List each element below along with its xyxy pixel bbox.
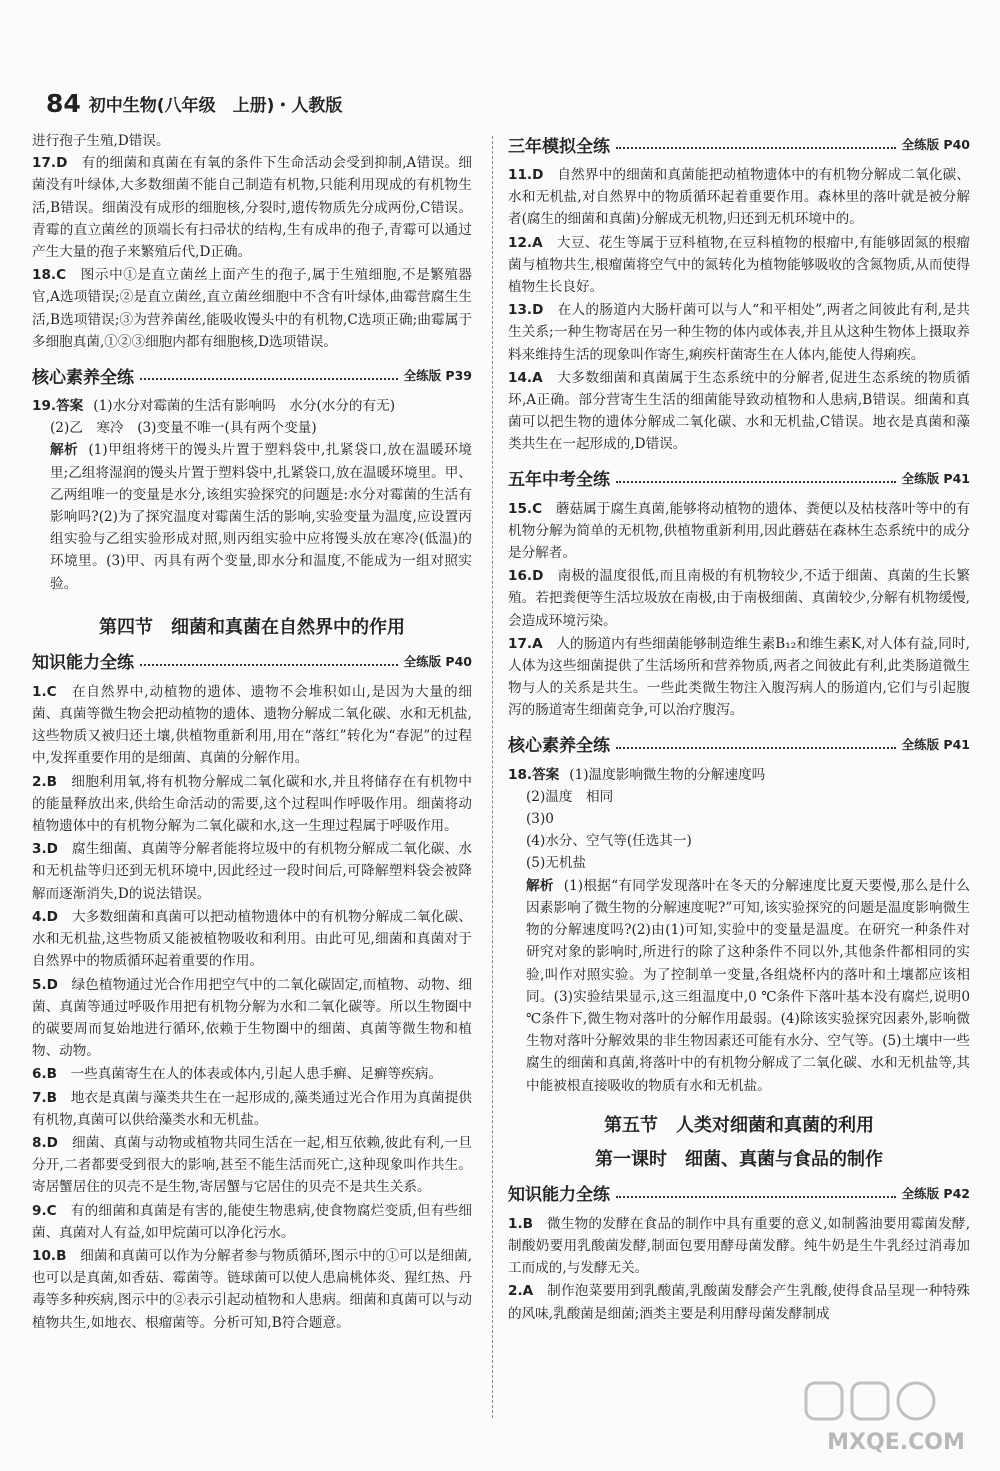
- page-header: [46, 88, 342, 118]
- item-number: 16.D: [508, 568, 544, 585]
- page-number: 84: [46, 88, 81, 118]
- item-text: 有的细菌和真菌在有氧的条件下生命活动会受到抑制,A错误。细菌没有叶绿体,大多数细菌不能自己制造有机物,只能利用现成的有机物生活,B错误。细菌没有成形的细胞核,分裂时,遗传物质先分成两份,C错误。青霉的直立菌丝的顶端长有扫帚状的结构,生有成串的孢子,青霉可以通过产生大量的孢子来繁殖后代,D正确。: [32, 155, 473, 261]
- answer-item: [32, 1132, 472, 1199]
- item-text: 细胞利用氧,将有机物分解成二氧化碳和水,并且将储存在有机物中的能量释放出来,供给生命活动的需要,这个过程叫作呼吸作用。细菌将动植物遗体中的有机物分解为二氧化碳和水,这一生理过程属于呼吸作用。: [32, 773, 473, 835]
- answer-line: (4)水分、空气等(任选其一): [526, 833, 692, 850]
- section-heading: [508, 1179, 970, 1207]
- item-number: 2.A: [508, 1283, 534, 1300]
- answer-item: [32, 264, 472, 353]
- answer-item: [508, 164, 970, 231]
- answer-item: [32, 906, 472, 973]
- item-number: 3.D: [32, 841, 58, 858]
- dotted-leader: [616, 481, 896, 483]
- answer-line: (1)温度影响微生物的分解速度吗: [569, 766, 766, 783]
- section-heading: [508, 130, 970, 158]
- chapter-title: 第五节 人类对细菌和真菌的利用: [604, 1114, 874, 1136]
- item-text: 制作泡菜要用到乳酸菌,乳酸菌发酵会产生乳酸,使得食品呈现一种特殊的风味,乳酸菌是细菌;酒类主要是利用酵母菌发酵制成: [508, 1283, 971, 1322]
- chapter-title: 第四节 细菌和真菌在自然界中的作用: [99, 616, 405, 638]
- explanation-text: (1)甲组将烤干的馒头片置于塑料袋中,扎紧袋口,放在温暖环境里;乙组将湿润的馒头片置于塑料袋中,扎紧袋口,放在温暖环境里。甲、乙两组唯一的变量是水分,该组实验探究的问题是:水分对霉菌的生活有影响吗?(2)为了探究温度对霉菌生活的影响,实验变量为温度,应设置丙组实验与乙组实验形成对照,则丙组实验中应将馒头放在寒冷(低温)的环境里。(3)甲、丙具有两个变量,即水分和温度,不能成为一组对照实验。: [50, 442, 473, 592]
- answer-item: [32, 771, 472, 838]
- section-heading: [508, 730, 970, 758]
- answer-item: [32, 1245, 472, 1334]
- item-number: 19.答案: [32, 398, 84, 415]
- column-divider: [492, 136, 493, 1418]
- item-text: 大多数细菌和真菌属于生态系统中的分解者,促进生态系统的物质循环,A正确。部分营寄生生活的细菌能导致动植物和人患病,B错误。细菌和真菌可以把生物的遗体分解成二氧化碳、水和无机盐,C错误。地衣是真菌和藻类共生在一起形成的,D错误。: [508, 369, 970, 453]
- section-title: 五年中考全练: [508, 470, 610, 491]
- lesson-title: 第一课时 细菌、真菌与食品的制作: [595, 1148, 883, 1170]
- answer-line: (3)0: [526, 811, 554, 828]
- section-version: 全练版 P39: [403, 368, 472, 384]
- item-number: 15.C: [508, 500, 543, 517]
- answer-item: [32, 1087, 472, 1131]
- section-title: 三年模拟全练: [508, 136, 610, 157]
- section-heading: [32, 647, 472, 675]
- item-number: 7.B: [32, 1089, 57, 1106]
- item-text: 地衣是真菌与藻类共生在一起形成的,藻类通过光合作用为真菌提供有机物,真菌可以供给藻类水和无机盐。: [32, 1089, 472, 1128]
- logo-box-1: [806, 1383, 842, 1419]
- answer-line: (2)乙 寒冷 (3)变量不唯一(具有两个变量): [50, 420, 317, 437]
- item-number: 17.A: [508, 635, 543, 652]
- item-text: 微生物的发酵在食品的制作中具有重要的意义,如制酱油要用霉菌发酵,制酸奶要用乳酸菌发酵,制面包要用酵母菌发酵。纯牛奶是生牛乳经过消毒加工而成的,与发酵无关。: [508, 1215, 971, 1277]
- item-number: 10.B: [32, 1247, 67, 1264]
- item-text: 图示中①是直立菌丝上面产生的孢子,属于生殖细胞,不是繁殖器官,A选项错误;②是直立菌丝,直立菌丝细胞中不含有叶绿体,曲霉营腐生生活,B选项错误;③为营养菌丝,能吸收馒头中的有机物,C选项正确;曲霉属于多细胞真菌,①②③细胞内都有细胞核,D选项错误。: [32, 267, 473, 350]
- item-text: 大豆、花生等属于豆科植物,在豆科植物的根瘤中,有能够固氮的根瘤菌与植物共生,根瘤菌将空气中的氮转化为植物能够吸收的含氮物质,从而使得植物生长良好。: [508, 234, 971, 296]
- item-number: 11.D: [508, 167, 544, 183]
- answer-item: [32, 395, 472, 417]
- item-number: 8.D: [32, 1134, 58, 1151]
- explanation-text: (1)根据“有同学发现落叶在冬天的分解速度比夏天要慢,那么是什么因素影响了微生物的分解速度呢?”可知,该实验探究的问题是温度影响微生物的分解速度吗?(2)由(1)可知,实验中的变量是温度。在研究一种条件对研究对象的影响时,所进行的除了这种条件不同以外,其他条件都相同的实验,叫作对照实验。为了控制单一变量,各组烧杯内的落叶和土壤都应该相同。(3)实验结果显示,这三组温度中,0 ℃条件下落叶基本没有腐烂,说明0 ℃条件下,微生物对落叶的分解作用最弱。(4)除该实验探究因素外,影响微生物对落叶分解效果的非生物因素还可能有水分、空气等。(5)土壤中一些腐生的细菌和真菌,将落叶中的有机物分解成了二氧化碳、水和无机盐等,其中能被根直接吸收的物质有水和无机盐。: [526, 877, 971, 1094]
- item-text: 腐生细菌、真菌等分解者能将垃圾中的有机物分解成二氧化碳、水和无机盐等归还到无机环境中,因此经过一段时间后,可降解塑料袋会被降解而逐渐消失,D的说法错误。: [32, 841, 473, 902]
- answer-item: [32, 152, 472, 263]
- item-number: 6.B: [32, 1066, 57, 1083]
- item-text: 在人的肠道内大肠杆菌可以与人“和平相处”,两者之间彼此有利,是共生关系;一种生物寄居在另一种生物的体内或体表,并且从这种生物体上摄取养料来维持生活的现象叫作寄生,痢疾杆菌寄生在人体内,能使人得痢疾。: [508, 302, 971, 363]
- answer-item: [32, 1063, 472, 1085]
- item-text: 绿色植物通过光合作用把空气中的二氧化碳固定,而植物、动物、细菌、真菌等通过呼吸作用把有机物分解为水和二氧化碳等。所以生物圈中的碳要周而复始地进行循环,依赖于生物圈中的细菌、真菌等微生物和植物、动物。: [32, 976, 472, 1060]
- answer-line: (5)无机盐: [526, 855, 587, 872]
- item-text: 大多数细菌和真菌可以把动植物遗体中的有机物分解成二氧化碳、水和无机盐,这些物质又能被植物吸收和利用。由此可见,细菌和真菌对于自然界中的物质循环起着重要的作用。: [32, 908, 473, 970]
- item-number: 1.C: [32, 683, 57, 700]
- item-number: 14.A: [508, 369, 543, 386]
- answer-line: (1)水分对霉菌的生活有影响吗 水分(水分的有无): [93, 398, 396, 415]
- item-number: 2.B: [32, 773, 57, 790]
- section-version: 全练版 P40: [901, 137, 970, 152]
- dotted-leader: [616, 1196, 896, 1198]
- answer-item: [508, 367, 970, 456]
- item-text: 细菌和真菌可以作为分解者参与物质循环,图示中的①可以是细菌,也可以是真菌,如香菇、霉菌等。链球菌可以使人患扁桃体炎、猩红热、丹毒等多种疾病,图示中的②表示引起动植物和人患病。细菌和真菌可以与动植物共生,如地衣、根瘤菌等。分析可知,B符合题意。: [32, 1247, 473, 1331]
- item-number: 4.D: [32, 908, 58, 925]
- logo-box-2: [852, 1383, 888, 1419]
- item-text: 在自然界中,动植物的遗体、遗物不会堆积如山,是因为大量的细菌、真菌等微生物会把动植物的遗体、遗物分解成二氧化碳、水和无机盐,这些物质又被归还土壤,供植物重新利用,用在“落红”转化为“春泥”的过程中,发挥重要作用的是细菌、真菌的分解作用。: [32, 683, 473, 767]
- answer-line: (2)温度 相同: [526, 788, 614, 805]
- intro-line: 进行孢子生殖,D错误。: [32, 133, 170, 149]
- item-number: 12.A: [508, 234, 543, 251]
- item-text: 细菌、真菌与动物或植物共同生活在一起,相互依赖,彼此有利,一旦分开,二者都要受到很大的影响,甚至不能生活而死亡,这种现象叫作共生。寄居蟹居住的贝壳不是生物,寄居蟹与它居住的贝壳不是共生关系。: [32, 1134, 472, 1196]
- section-title: 知识能力全练: [32, 653, 134, 674]
- explanation: [32, 439, 472, 594]
- left-column: [32, 130, 472, 1335]
- answer-item: [32, 681, 472, 770]
- answer-item: [32, 1200, 472, 1244]
- item-text: 蘑菇属于腐生真菌,能够将动植物的遗体、粪便以及枯枝落叶等中的有机物分解为简单的无机物,供植物重新利用,因此蘑菇在森林生态系统中的成分是分解者。: [508, 500, 970, 562]
- section-version: 全练版 P41: [901, 470, 970, 486]
- dotted-leader: [616, 147, 896, 149]
- right-column: [508, 130, 970, 1326]
- watermark-text: MXQE.COM: [827, 1430, 965, 1455]
- item-text: 南极的温度很低,而且南极的有机物较少,不适于细菌、真菌的生长繁殖。若把粪便等生活垃圾放在南极,由于南极细菌、真菌较少,分解有机物缓慢,会造成环境污染。: [508, 568, 971, 629]
- item-text: 人的肠道内有些细菌能够制造维生素B₁₂和维生素K,对人体有益,同时,人体为这些细菌提供了生活场所和营养物质,两者之间彼此有利,此类肠道微生物与人的关系是共生。一些此类微生物注入腹泻病人的肠道内,它们与引起腹泻的肠道寄生细菌竞争,可以治疗腹泻。: [508, 635, 970, 719]
- item-number: 5.D: [32, 976, 58, 993]
- item-number: 18.C: [32, 267, 67, 284]
- item-text: 一些真菌寄生在人的体表或体内,引起人患手癣、足癣等疾病。: [70, 1066, 442, 1083]
- item-number: 18.答案: [508, 766, 560, 783]
- answer-item: [508, 498, 970, 565]
- explanation: [508, 875, 970, 1097]
- section-heading: [508, 464, 970, 492]
- answer-item: [508, 565, 970, 632]
- answer-item: [508, 633, 970, 722]
- section-title: 核心素养全练: [508, 736, 610, 757]
- answer-item: [32, 838, 472, 905]
- answer-item: [508, 1213, 970, 1280]
- watermark-logo: [796, 1377, 986, 1457]
- item-number: 13.D: [508, 302, 544, 319]
- section-version: 全练版 P42: [901, 1185, 970, 1201]
- answer-item: [508, 764, 970, 786]
- item-number: 1.B: [508, 1215, 533, 1232]
- answer-item: [32, 974, 472, 1063]
- section-title: 核心素养全练: [32, 367, 134, 388]
- answer-item: [508, 232, 970, 299]
- section-heading: [32, 361, 472, 389]
- explanation-label: 解析: [50, 442, 79, 459]
- answer-item: [508, 299, 970, 366]
- item-text: 自然界中的细菌和真菌能把动植物遗体中的有机物分解成二氧化碳、水和无机盐,对自然界中的物质循环起着重要作用。森林里的落叶就是被分解者(腐生的细菌和真菌)分解成无机物,归还到无机环境中的。: [508, 167, 971, 228]
- section-title: 知识能力全练: [508, 1185, 610, 1206]
- dotted-leader: [140, 378, 398, 380]
- dotted-leader: [616, 747, 896, 749]
- dotted-leader: [140, 664, 398, 666]
- item-number: 17.D: [32, 155, 68, 172]
- answer-item: [508, 1280, 970, 1324]
- logo-circle: [898, 1383, 934, 1419]
- item-number: 9.C: [32, 1202, 57, 1219]
- section-version: 全练版 P41: [901, 736, 970, 752]
- section-version: 全练版 P40: [403, 653, 472, 669]
- explanation-label: 解析: [526, 877, 554, 894]
- item-text: 有的细菌和真菌是有害的,能使生物患病,使食物腐烂变质,但有些细菌、真菌对人有益,如甲烷菌可以净化污水。: [32, 1202, 472, 1241]
- book-title: 初中生物(八年级 上册)・人教版: [88, 95, 343, 116]
